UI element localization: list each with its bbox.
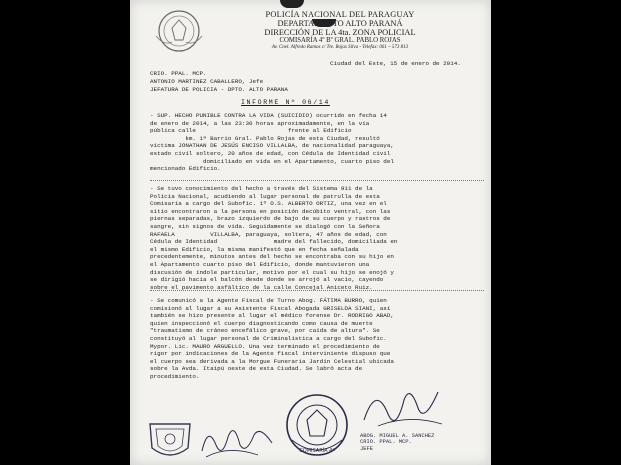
department-stamp-icon [144,420,196,464]
recipient-line-2: ANTONIO MARTINEZ CABALLERO, Jefe [150,78,264,85]
punch-hole [280,0,304,8]
text-line: sobre el pavimento asfáltico de la calle Concejal Aniceto Ruiz. [150,283,373,291]
text-line: también se hizo presente al lugar el médico forense Dr. RODRIGO ABAD, [150,312,394,320]
header-line-4: COMISARÍA 4º Bº GRAL. PABLO ROJAS [279,37,401,44]
recipient-line-3: JEFATURA DE POLICIA - DPTO. ALTO PARANA [150,86,288,93]
divider [150,180,484,181]
text-line: pública calle frente al Edificio [150,127,352,135]
signatory-rank: CRIO. PPAL. MCP. [360,439,412,446]
document-date: Ciudad del Este, 15 de enero de 2014. [330,60,461,67]
report-title: INFORME Nº 06/14 [241,99,330,106]
text-line: mencionado Edificio. [150,165,221,173]
text-line: - SUP. HECHO PUNIBLE CONTRA LA VIDA (SUICIDIO) ocurrido en fecha 14 [150,112,387,119]
text-line: Cédula de Identidad madre del fallecido, domiciliada en [150,238,398,246]
text-line: se dirigió hacia el balcón desde donde se arrojó al vacío, cayendo [150,276,384,284]
text-line: el cuerpo sea derivada a la Morgue Funeraria Jardín Celestial ubicada [150,357,394,365]
paragraph-procedure [150,297,484,381]
recipient-line-1: CRIO. PPAL. MCP. [150,70,207,77]
text-line: "traumatismo de cráneo encefálico grave, por caída de altura". Se [150,327,380,335]
text-line: procedimiento. [150,372,200,380]
text-line: el Apartamento cuarto piso del Edificio, donde mantuvieron una [150,260,370,268]
text-line: sangre, sin signos de vida. Seguidamente se dialogó con la Señora [150,222,380,230]
handwritten-signature-icon [358,380,448,435]
text-line: sitio encontraron a la persona en posición decúbito ventral, con las [150,207,391,215]
text-line: de enero de 2014, a las 23:30 horas aproximadamente, en la vía [150,119,370,127]
svg-text:COMISARÍA 4ª: COMISARÍA 4ª [299,448,335,454]
text-line: el mismo Edificio, la misma manifestó que en fecha señalada [150,245,359,253]
text-line: Policía Nacional, acudiendo al lugar personal de patrulla de esta [150,192,380,200]
text-line: comisionó al lugar a su Asistente Fiscal Abogada GRISELDA SIANI, así [150,304,391,312]
text-line: precedentemente, minutos antes del hecho se encontraba con su hijo en [150,253,394,261]
text-line: domiciliado en vida en el Apartamento, cuarto piso del [150,157,394,165]
signatory-name: ABOG. MIGUEL A. SANCHEZ [360,433,435,439]
text-line: piernas separadas, brazo izquierdo de bajo de su cuerpo y rastros de [150,215,391,223]
text-line: víctima JONATHAN DE JESÚS ENCISO VILLALBA, de nacionalidad paraguaya, [150,142,394,150]
text-line: estado civil soltero, 20 años de edad, con Cédula de Identidad civil [150,149,391,157]
text-line: Comisaría a cargo del Subofic. 1º O.S. ALBERTO ORTIZ, una vez en el [150,200,387,208]
header-line-3: DIRECCIÓN DE LA 4ta. ZONA POLICIAL [264,28,416,37]
text-line: quien inspeccionó el cuerpo diagnosticando como causa de muerte [150,319,373,327]
police-crest-icon [150,6,208,56]
document-page [130,0,491,465]
paragraph-details [150,185,484,291]
signatory-title: JEFE [360,445,373,452]
text-line: discusión de índole particular, motivo por el cual su hijo se enojó y [150,268,394,276]
handwritten-signature-icon [198,415,278,463]
text-line: sobre la Avda. Itaipú oeste de esta Ciudad. Se labró acta de [150,365,363,373]
header-line-2: DEPARTAMENTO ALTO PARANÁ [277,19,403,28]
divider [150,290,484,291]
text-line: Mypor. Lic. MAURO ARGUELLO. Una vez terminado el procedimiento de [150,342,380,350]
text-line: constituyó al lugar personal de Criminalística a cargo del Subofic. [150,334,387,342]
text-line: - Se comunicó a la Agente Fiscal de Turno Abog. FÁTIMA BURRO, quien [150,297,387,304]
police-seal-icon [282,390,352,460]
header-address: Av. Cnel. Alfredo Ramos c/ Tte. Rojas Silva - Telefax: 061 – 573 813 [271,45,409,50]
signatory-block [360,433,434,452]
text-line: rigor por indicaciones de la Agente fiscal interviniente dispuso que [150,350,391,358]
paragraph-incident [150,112,484,173]
text-line: - Se tuvo conocimiento del hecho a través del Sistema 911 de la [150,185,373,192]
text-line: RAFAELA VILLALBA, paraguaya, soltera, 47 años de edad, con [150,230,387,238]
header-line-1: POLICÍA NACIONAL DEL PARAGUAY [265,10,415,19]
text-line: km. 1ª Barrio Gral. Pablo Rojas de esta Ciudad, resultó [150,134,380,142]
